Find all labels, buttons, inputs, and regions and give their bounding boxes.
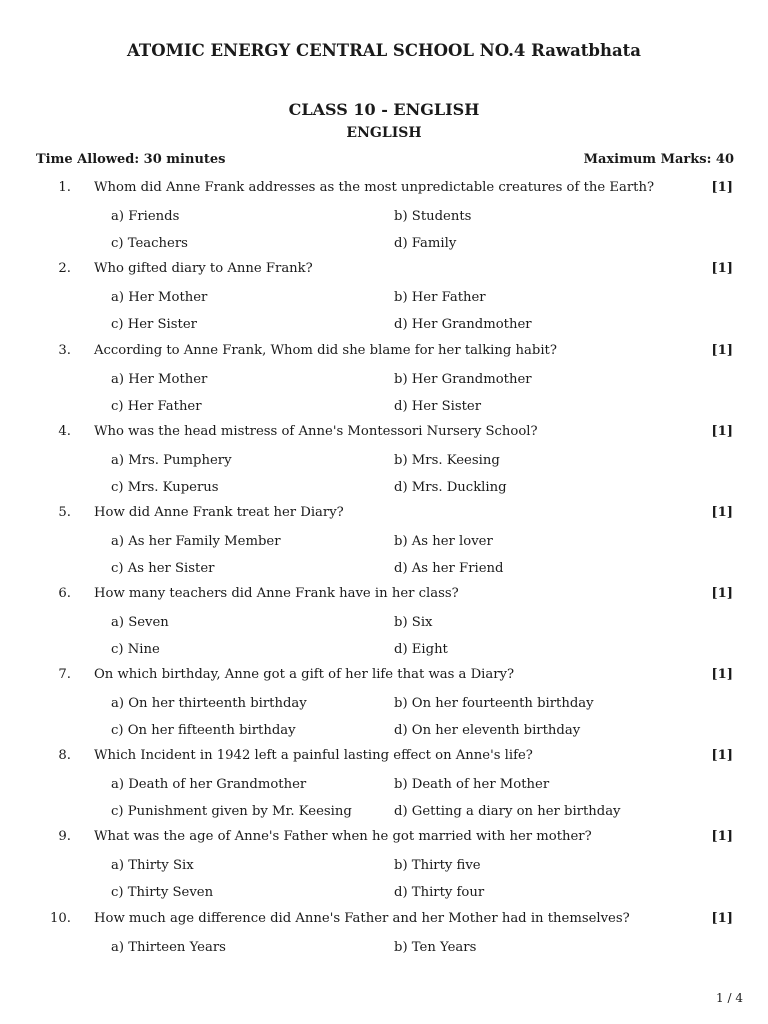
option-b: b) Mrs. Keesing bbox=[394, 453, 500, 468]
question-number: 5. bbox=[58, 505, 71, 520]
option-a: a) Seven bbox=[111, 615, 169, 630]
question-marks: [1] bbox=[711, 343, 733, 358]
option-d: d) Thirty four bbox=[394, 885, 485, 900]
maximum-marks: Maximum Marks: 40 bbox=[583, 152, 734, 167]
question-number: 1. bbox=[58, 180, 71, 195]
question-text: Whom did Anne Frank addresses as the most unpredictable creatures of the Earth? bbox=[94, 180, 655, 195]
option-c: c) Her Father bbox=[111, 399, 202, 414]
question-text: Who gifted diary to Anne Frank? bbox=[94, 261, 313, 276]
question-text: How much age difference did Anne's Father and her Mother had in themselves? bbox=[94, 911, 630, 926]
option-a: a) Thirty Six bbox=[111, 858, 194, 873]
option-a: a) Mrs. Pumphery bbox=[111, 453, 232, 468]
question-number: 4. bbox=[58, 424, 71, 439]
question-text: How did Anne Frank treat her Diary? bbox=[94, 505, 344, 520]
question-marks: [1] bbox=[711, 180, 733, 195]
option-a: a) Her Mother bbox=[111, 372, 208, 387]
question-marks: [1] bbox=[711, 261, 733, 276]
option-a: a) As her Family Member bbox=[111, 534, 281, 549]
question-marks: [1] bbox=[711, 829, 733, 844]
question-2 bbox=[0, 261, 768, 341]
subject-title: ENGLISH bbox=[346, 125, 422, 141]
option-b: b) Her Father bbox=[394, 290, 486, 305]
question-marks: [1] bbox=[711, 424, 733, 439]
option-b: b) Thirty five bbox=[394, 858, 481, 873]
question-number: 9. bbox=[58, 829, 71, 844]
question-8 bbox=[0, 748, 768, 828]
class-title: CLASS 10 - ENGLISH bbox=[288, 100, 480, 119]
question-text: What was the age of Anne's Father when he got married with her mother? bbox=[94, 829, 592, 844]
option-b: b) Six bbox=[394, 615, 433, 630]
option-c: c) Mrs. Kuperus bbox=[111, 480, 219, 495]
question-marks: [1] bbox=[711, 586, 733, 601]
time-allowed: Time Allowed: 30 minutes bbox=[36, 152, 226, 167]
option-a: a) Thirteen Years bbox=[111, 940, 226, 955]
option-b: b) Death of her Mother bbox=[394, 777, 550, 792]
question-6 bbox=[0, 586, 768, 666]
option-c: c) Teachers bbox=[111, 236, 188, 251]
question-number: 2. bbox=[58, 261, 71, 276]
question-marks: [1] bbox=[711, 748, 733, 763]
option-c: c) Nine bbox=[111, 642, 160, 657]
option-d: d) Mrs. Duckling bbox=[394, 480, 507, 495]
option-b: b) Ten Years bbox=[394, 940, 477, 955]
question-text: Who was the head mistress of Anne's Montessori Nursery School? bbox=[94, 424, 538, 439]
option-c: c) As her Sister bbox=[111, 561, 215, 576]
option-b: b) Her Grandmother bbox=[394, 372, 532, 387]
question-text: How many teachers did Anne Frank have in her class? bbox=[94, 586, 459, 601]
question-text: On which birthday, Anne got a gift of her life that was a Diary? bbox=[94, 667, 515, 682]
option-a: a) Her Mother bbox=[111, 290, 208, 305]
question-4 bbox=[0, 424, 768, 504]
question-5 bbox=[0, 505, 768, 585]
option-a: a) On her thirteenth birthday bbox=[111, 696, 307, 711]
option-d: d) On her eleventh birthday bbox=[394, 723, 581, 738]
option-d: d) Family bbox=[394, 236, 457, 251]
question-1 bbox=[0, 180, 768, 260]
question-7 bbox=[0, 667, 768, 747]
question-marks: [1] bbox=[711, 911, 733, 926]
school-title: ATOMIC ENERGY CENTRAL SCHOOL NO.4 Rawatbhata bbox=[127, 41, 641, 60]
question-9 bbox=[0, 829, 768, 909]
question-number: 7. bbox=[58, 667, 71, 682]
option-c: c) Thirty Seven bbox=[111, 885, 214, 900]
option-d: d) Getting a diary on her birthday bbox=[394, 804, 621, 819]
option-a: a) Friends bbox=[111, 209, 180, 224]
option-c: c) Punishment given by Mr. Keesing bbox=[111, 804, 352, 819]
option-a: a) Death of her Grandmother bbox=[111, 777, 307, 792]
option-d: d) Her Grandmother bbox=[394, 317, 532, 332]
option-c: c) Her Sister bbox=[111, 317, 197, 332]
question-number: 3. bbox=[58, 343, 71, 358]
question-10 bbox=[0, 911, 768, 991]
question-number: 6. bbox=[58, 586, 71, 601]
option-b: b) On her fourteenth birthday bbox=[394, 696, 594, 711]
option-d: d) As her Friend bbox=[394, 561, 504, 576]
question-3 bbox=[0, 343, 768, 423]
question-text: According to Anne Frank, Whom did she blame for her talking habit? bbox=[94, 343, 557, 358]
question-text: Which Incident in 1942 left a painful lasting effect on Anne's life? bbox=[94, 748, 533, 763]
option-b: b) As her lover bbox=[394, 534, 493, 549]
option-c: c) On her fifteenth birthday bbox=[111, 723, 296, 738]
question-marks: [1] bbox=[711, 667, 733, 682]
question-number: 8. bbox=[58, 748, 71, 763]
option-b: b) Students bbox=[394, 209, 472, 224]
option-d: d) Eight bbox=[394, 642, 448, 657]
question-marks: [1] bbox=[711, 505, 733, 520]
page-number: 1 / 4 bbox=[716, 991, 743, 1005]
option-d: d) Her Sister bbox=[394, 399, 482, 414]
question-number: 10. bbox=[50, 911, 71, 926]
